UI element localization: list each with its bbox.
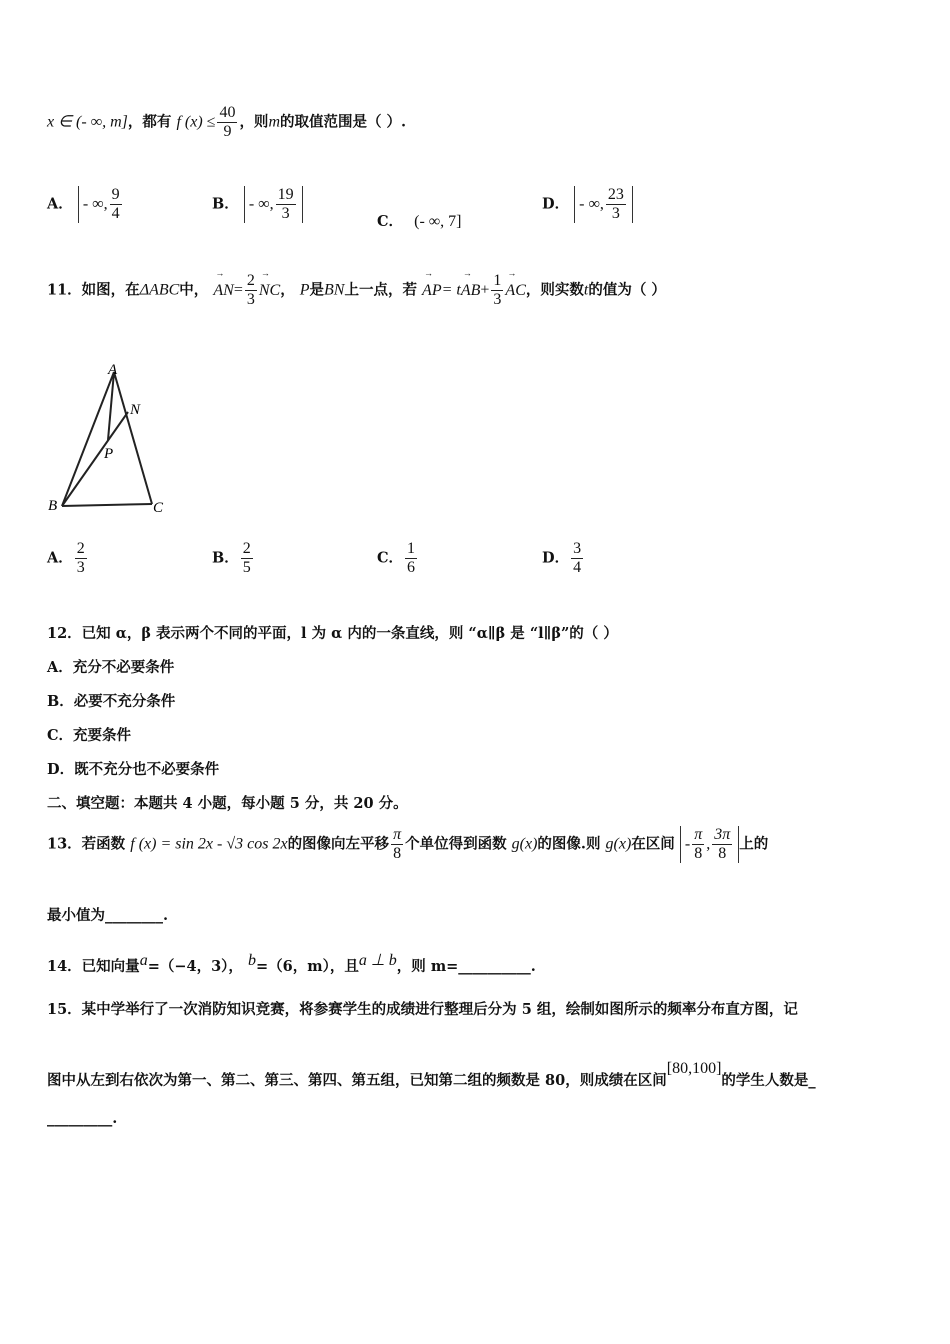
q14-stem: 14．已知向量a=（−4，3）， b=（6，m），且a ⊥ b，则 m=__________. bbox=[47, 952, 536, 975]
q10-domain: x ∈ (- ∞, m] bbox=[47, 113, 128, 131]
q15-line2: 图中从左到右依次为第一、第二、第三、第四、第五组，已知第二组的频数是 80，则成绩在区间[80,100]的学生人数是_ bbox=[47, 1060, 816, 1089]
q11-stem: 11．如图，在ΔABC中， → AN= $\frac{2}{3}$ → NC， P是BN上一点，若 → AP= t→ AB+ $\frac{1}{3}$ → AC，则实数t的值为（ ） bbox=[47, 272, 666, 309]
q11-option-a[interactable]: A． $\frac{2}{3}$ bbox=[47, 540, 85, 576]
q10-option-c[interactable]: C． (- ∞, 7] bbox=[377, 213, 462, 230]
label-a: A bbox=[108, 362, 118, 378]
q10-stem: x ∈ (- ∞, m]，都有 f (x) ≤ $\frac{40}{9}$ ，则m的取值范围是（ ）. bbox=[47, 104, 407, 140]
section-heading: 二、填空题：本题共 4 小题，每小题 5 分，共 20 分。 bbox=[47, 795, 408, 812]
label-n: N bbox=[130, 402, 141, 418]
q11-option-b[interactable]: B． $\frac{2}{5}$ bbox=[212, 540, 251, 576]
q12-option-b[interactable]: B．必要不充分条件 bbox=[47, 693, 176, 710]
q10-option-d[interactable]: D． - ∞, $\frac{23}{3}$ bbox=[542, 186, 633, 223]
triangle-figure bbox=[42, 360, 172, 515]
q12-option-c[interactable]: C．充要条件 bbox=[47, 727, 132, 744]
q12-stem: 12．已知 α，β 表示两个不同的平面，l 为 α 内的一条直线，则 “α∥β 是 “l∥β”的（ ） bbox=[47, 625, 618, 642]
triangle-lines bbox=[62, 372, 152, 506]
label-b: B bbox=[48, 498, 58, 514]
q13-interval: - $\frac{\pi}{8}$ , $\frac{3\pi}{8}$ bbox=[680, 826, 739, 863]
q12-option-a[interactable]: A．充分不必要条件 bbox=[47, 659, 175, 676]
label-p: P bbox=[104, 446, 114, 462]
q11-option-c[interactable]: C． $\frac{1}{6}$ bbox=[377, 540, 416, 576]
q10-option-a[interactable]: A． - ∞, $\frac{9}{4}$ bbox=[47, 186, 128, 223]
q13-stem: 13．若函数 f (x) = sin 2x - √3 cos 2x的图像向左平移 $\frac{\pi}{8}$ 个单位得到函数 g(x)的图像.则 g(x)在区间 - $\frac{\pi}{8}$ , $\frac{3\pi}{8}$ 上的 bbox=[47, 826, 769, 862]
q12-option-d[interactable]: D．既不充分也不必要条件 bbox=[47, 761, 220, 778]
label-c: C bbox=[153, 500, 164, 515]
q10-option-b[interactable]: B． - ∞, $\frac{19}{3}$ bbox=[212, 186, 303, 223]
q15-answer-line[interactable]: _________. bbox=[47, 1110, 118, 1127]
q10-bound-fraction: $\frac{40}{9}$ bbox=[219, 104, 236, 140]
q11-option-d[interactable]: D． $\frac{3}{4}$ bbox=[542, 540, 582, 576]
q13-answer-line[interactable]: 最小值为________. bbox=[47, 907, 169, 924]
q15-line1: 15．某中学举行了一次消防知识竞赛，将参赛学生的成绩进行整理后分为 5 组，绘制如图所示的频率分布直方图，记 bbox=[47, 1001, 798, 1018]
